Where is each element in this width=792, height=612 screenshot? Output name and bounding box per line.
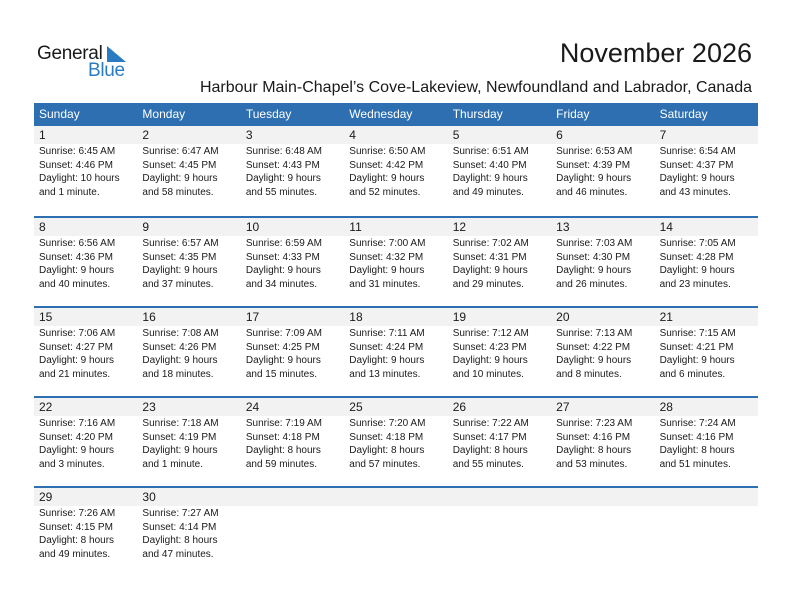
sunset-text: Sunset: 4:30 PM [556,251,631,263]
day-cell [344,506,447,561]
daylight-text: and 8 minutes. [556,368,622,380]
daylight-text: and 57 minutes. [349,458,421,470]
daylight-text: and 53 minutes. [556,458,628,470]
weeks-container [34,126,758,576]
date-number-row [34,218,758,236]
day-number: 2 [142,128,150,142]
sunset-text: Sunset: 4:46 PM [39,159,113,171]
day-number: 15 [39,310,53,324]
day-cell [655,326,758,381]
daylight-text: Daylight: 9 hours [556,265,632,276]
week-row [34,126,758,216]
day-cell [344,144,447,199]
week-row [34,306,758,396]
daylight-text: and 26 minutes. [556,278,628,290]
sunrise-text: Sunrise: 6:54 AM [659,146,736,157]
daylight-text: Daylight: 9 hours [659,355,735,366]
day-cell [551,326,654,381]
sunset-text: Sunset: 4:16 PM [556,431,631,443]
sunrise-text: Sunrise: 7:15 AM [659,328,736,339]
daylight-text: Daylight: 8 hours [452,445,528,456]
sunset-text: Sunset: 4:27 PM [39,341,113,353]
sunrise-text: Sunrise: 7:08 AM [142,328,219,339]
day-info-row [34,236,758,291]
day-cell [551,144,654,199]
sunset-text: Sunset: 4:24 PM [349,341,424,353]
daylight-text: Daylight: 9 hours [142,445,218,456]
day-number: 8 [39,220,46,234]
sunset-text: Sunset: 4:14 PM [142,521,217,533]
day-number: 11 [349,220,362,234]
sunrise-text: Sunrise: 6:53 AM [556,146,633,157]
daylight-text: and 21 minutes. [39,368,111,380]
daylight-text: Daylight: 9 hours [142,265,218,276]
sunset-text: Sunset: 4:28 PM [659,251,734,263]
day-number: 19 [452,310,467,324]
sunset-text: Sunset: 4:45 PM [142,159,217,171]
weekday-monday: Monday [142,107,186,121]
daylight-text: Daylight: 9 hours [39,445,115,456]
daylight-text: and 1 minute. [142,458,204,470]
daylight-text: and 31 minutes. [349,278,421,290]
day-cell [551,236,654,291]
date-number-row [34,308,758,326]
sunset-text: Sunset: 4:25 PM [245,341,320,353]
day-info-row [34,506,758,561]
daylight-text: Daylight: 8 hours [245,445,321,456]
daylight-text: and 3 minutes. [39,458,105,470]
day-info-row [34,326,758,381]
date-number-row [34,126,758,144]
daylight-text: and 49 minutes. [39,548,111,560]
day-number: 3 [245,128,253,142]
day-cell [137,144,240,199]
daylight-text: Daylight: 8 hours [142,535,218,546]
sunrise-text: Sunrise: 7:11 AM [349,328,425,339]
sunrise-text: Sunrise: 6:48 AM [245,146,322,157]
daylight-text: and 59 minutes. [245,458,318,470]
day-cell [344,236,447,291]
day-number: 6 [556,128,563,142]
logo-text-blue: Blue [88,60,125,81]
day-number: 26 [452,400,467,414]
week-row [34,396,758,486]
sunrise-text: Sunrise: 6:50 AM [349,146,426,157]
daylight-text: and 6 minutes. [659,368,726,380]
sunset-text: Sunset: 4:43 PM [245,159,320,171]
location-subtitle: Harbour Main-Chapel’s Cove-Lakeview, Newfoundland and Labrador, Canada [199,79,752,96]
sunrise-text: Sunrise: 7:09 AM [245,328,322,339]
weekday-tuesday: Tuesday [245,107,292,121]
weekday-sunday: Sunday [39,107,80,121]
day-cell [34,506,137,561]
day-number: 28 [659,400,673,414]
daylight-text: and 29 minutes. [452,278,524,290]
sunrise-text: Sunrise: 7:20 AM [349,418,426,429]
logo-text-general: General [37,43,103,64]
week-row [34,486,758,576]
daylight-text: and 55 minutes. [245,186,318,198]
sunrise-text: Sunrise: 7:19 AM [245,418,322,429]
daylight-text: and 34 minutes. [245,278,318,290]
day-number: 7 [659,128,667,142]
daylight-text: and 52 minutes. [349,186,421,198]
day-cell [137,326,240,381]
day-cell [137,236,240,291]
day-cell [344,326,447,381]
daylight-text: Daylight: 9 hours [349,173,425,184]
daylight-text: and 40 minutes. [39,278,111,290]
sunset-text: Sunset: 4:39 PM [556,159,631,171]
sunset-text: Sunset: 4:22 PM [556,341,631,353]
day-number: 25 [349,400,363,414]
sunrise-text: Sunrise: 7:22 AM [452,418,529,429]
day-cell [34,144,137,199]
daylight-text: and 46 minutes. [556,186,628,198]
day-cell [241,236,344,291]
day-cell [34,416,137,471]
daylight-text: Daylight: 9 hours [39,355,115,366]
day-number: 12 [452,220,467,234]
daylight-text: Daylight: 8 hours [659,445,735,456]
day-number: 20 [556,310,570,324]
day-number: 27 [556,400,570,414]
daylight-text: Daylight: 9 hours [142,173,218,184]
daylight-text: and 58 minutes. [142,186,214,198]
sunset-text: Sunset: 4:42 PM [349,159,424,171]
sunrise-text: Sunrise: 7:13 AM [556,328,633,339]
day-number [448,488,551,506]
daylight-text: and 15 minutes. [245,368,318,380]
sunrise-text: Sunrise: 7:00 AM [349,238,426,249]
day-cell [448,506,551,561]
day-cell [655,236,758,291]
daylight-text: and 37 minutes. [142,278,214,290]
day-info-row [34,416,758,471]
day-cell [241,506,344,561]
sunrise-text: Sunrise: 7:24 AM [659,418,736,429]
sunrise-text: Sunrise: 7:12 AM [452,328,529,339]
day-cell [655,144,758,199]
sunrise-text: Sunrise: 7:02 AM [452,238,529,249]
day-cell [137,506,240,561]
day-info-row [34,144,758,199]
sunset-text: Sunset: 4:36 PM [39,251,113,263]
day-cell [448,236,551,291]
day-cell [448,416,551,471]
day-cell [241,416,344,471]
weekday-wednesday: Wednesday [349,107,413,121]
daylight-text: Daylight: 8 hours [349,445,425,456]
day-number: 1 [39,128,46,142]
day-cell [655,416,758,471]
weekday-thursday: Thursday [452,107,503,121]
daylight-text: Daylight: 9 hours [349,355,425,366]
sunset-text: Sunset: 4:33 PM [245,251,320,263]
sunrise-text: Sunrise: 7:06 AM [39,328,116,339]
day-cell [551,506,654,561]
day-number: 18 [349,310,363,324]
daylight-text: and 23 minutes. [659,278,731,290]
daylight-text: Daylight: 9 hours [245,355,321,366]
day-cell [241,326,344,381]
sunset-text: Sunset: 4:16 PM [659,431,734,443]
day-cell [448,144,551,199]
day-number: 13 [556,220,570,234]
daylight-text: Daylight: 9 hours [452,355,528,366]
sunset-text: Sunset: 4:21 PM [659,341,734,353]
daylight-text: Daylight: 9 hours [39,265,115,276]
daylight-text: Daylight: 9 hours [349,265,425,276]
sunset-text: Sunset: 4:35 PM [142,251,217,263]
weekday-friday: Friday [556,107,590,121]
sunset-text: Sunset: 4:37 PM [659,159,734,171]
sunset-text: Sunset: 4:15 PM [39,521,113,533]
sunset-text: Sunset: 4:19 PM [142,431,217,443]
day-number [241,488,344,506]
date-number-row [34,398,758,416]
page-title: November 2026 [559,38,752,68]
daylight-text: and 18 minutes. [142,368,214,380]
sunrise-text: Sunrise: 7:26 AM [39,508,116,519]
sunset-text: Sunset: 4:40 PM [452,159,527,171]
daylight-text: Daylight: 9 hours [556,355,632,366]
day-number: 21 [659,310,673,324]
sunset-text: Sunset: 4:31 PM [452,251,527,263]
daylight-text: Daylight: 9 hours [245,265,321,276]
daylight-text: Daylight: 9 hours [452,173,528,184]
sunrise-text: Sunrise: 7:18 AM [142,418,219,429]
day-cell [655,506,758,561]
sunrise-text: Sunrise: 7:03 AM [556,238,633,249]
day-number: 4 [349,128,356,142]
day-number: 16 [142,310,156,324]
sunrise-text: Sunrise: 6:51 AM [452,146,529,157]
daylight-text: Daylight: 8 hours [556,445,632,456]
sunset-text: Sunset: 4:18 PM [245,431,320,443]
day-number [551,488,654,506]
day-number [655,488,758,506]
sunrise-text: Sunrise: 7:05 AM [659,238,736,249]
sunrise-text: Sunrise: 7:16 AM [39,418,116,429]
sunrise-text: Sunrise: 7:23 AM [556,418,633,429]
sunrise-text: Sunrise: 6:57 AM [142,238,219,249]
sunrise-text: Sunrise: 6:59 AM [245,238,322,249]
daylight-text: Daylight: 8 hours [39,535,115,546]
week-row [34,216,758,306]
day-number: 30 [142,490,156,504]
day-cell [34,326,137,381]
day-number: 17 [245,310,260,324]
day-number: 22 [39,400,53,414]
weekday-header [34,103,758,126]
day-number [344,488,447,506]
date-number-row [34,488,758,506]
daylight-text: Daylight: 9 hours [659,265,735,276]
daylight-text: and 55 minutes. [452,458,524,470]
daylight-text: and 43 minutes. [659,186,731,198]
daylight-text: Daylight: 9 hours [245,173,321,184]
sunrise-text: Sunrise: 6:56 AM [39,238,116,249]
daylight-text: and 47 minutes. [142,548,214,560]
day-cell [448,326,551,381]
day-number: 23 [142,400,156,414]
daylight-text: and 13 minutes. [349,368,421,380]
sunset-text: Sunset: 4:18 PM [349,431,424,443]
day-cell [137,416,240,471]
daylight-text: and 51 minutes. [659,458,731,470]
sunrise-text: Sunrise: 7:27 AM [142,508,219,519]
day-number: 5 [452,128,460,142]
daylight-text: and 10 minutes. [452,368,524,380]
sunrise-text: Sunrise: 6:47 AM [142,146,219,157]
day-cell [344,416,447,471]
calendar-grid [34,103,758,576]
daylight-text: Daylight: 10 hours [39,173,120,184]
day-number: 10 [245,220,260,234]
sunset-text: Sunset: 4:17 PM [452,431,527,443]
daylight-text: Daylight: 9 hours [659,173,735,184]
sunset-text: Sunset: 4:26 PM [142,341,217,353]
daylight-text: Daylight: 9 hours [556,173,632,184]
sunrise-text: Sunrise: 6:45 AM [39,146,116,157]
sunset-text: Sunset: 4:20 PM [39,431,113,443]
sunset-text: Sunset: 4:32 PM [349,251,424,263]
day-cell [241,144,344,199]
day-number: 14 [659,220,673,234]
general-blue-logo [37,43,137,83]
day-cell [551,416,654,471]
day-number: 29 [39,490,53,504]
day-number: 9 [142,220,150,234]
daylight-text: and 1 minute. [39,186,100,198]
sunset-text: Sunset: 4:23 PM [452,341,527,353]
weekday-saturday: Saturday [659,107,708,121]
daylight-text: Daylight: 9 hours [452,265,528,276]
daylight-text: and 49 minutes. [452,186,524,198]
daylight-text: Daylight: 9 hours [142,355,218,366]
day-cell [34,236,137,291]
day-number: 24 [245,400,260,414]
